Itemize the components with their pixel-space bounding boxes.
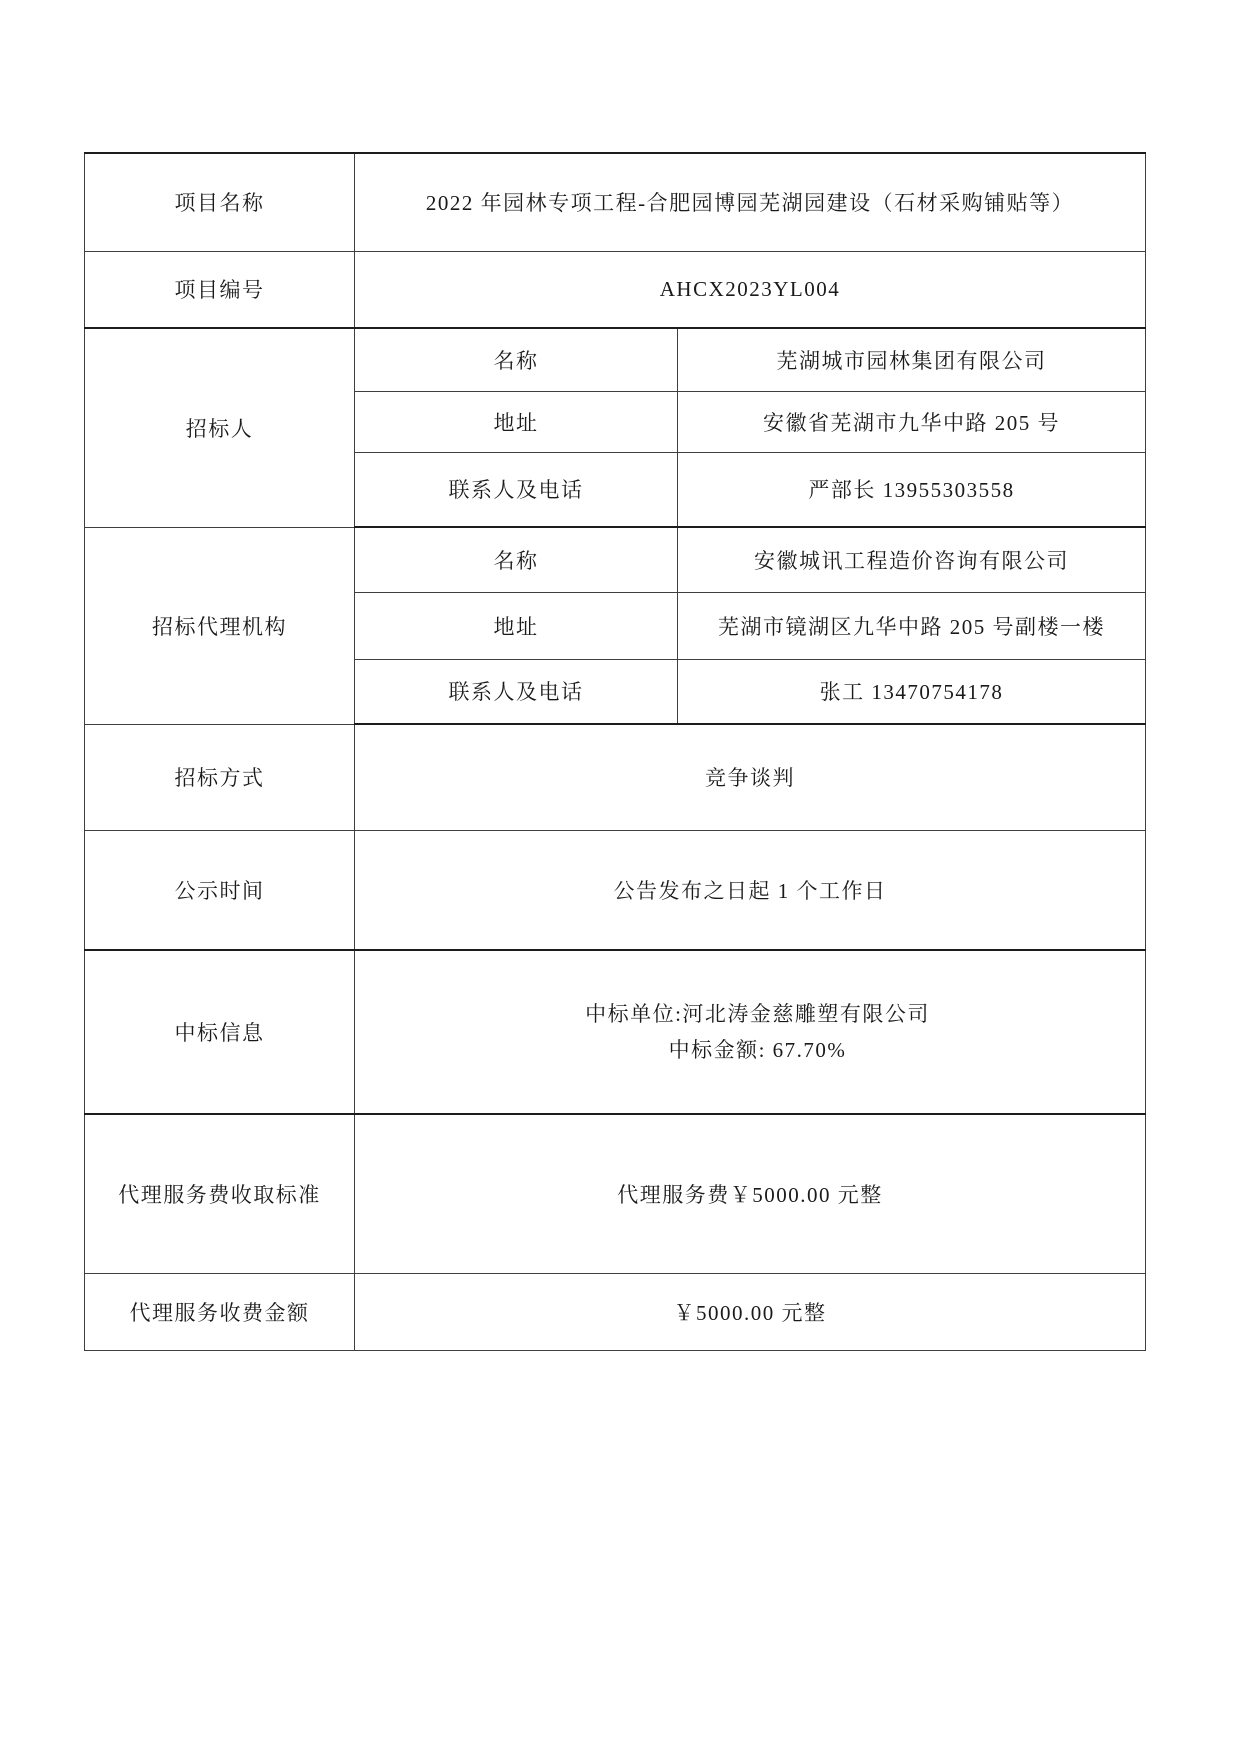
project-name-value: 2022 年园林专项工程-合肥园博园芜湖园建设（石材采购铺贴等） <box>355 153 1146 251</box>
row-agency-name <box>85 527 1146 592</box>
publicity-value: 公告发布之日起 1 个工作日 <box>355 830 1146 950</box>
project-no-label: 项目编号 <box>85 251 355 328</box>
tenderer-contact-label: 联系人及电话 <box>355 452 678 527</box>
award-label: 中标信息 <box>85 950 355 1114</box>
publicity-label: 公示时间 <box>85 830 355 950</box>
row-publicity <box>85 830 1146 950</box>
tenderer-address-value: 安徽省芜湖市九华中路 205 号 <box>678 391 1146 452</box>
row-method <box>85 724 1146 830</box>
award-value <box>355 950 1146 1114</box>
tenderer-address-label: 地址 <box>355 391 678 452</box>
tenderer-group-label: 招标人 <box>85 328 355 527</box>
agency-name-label: 名称 <box>355 527 678 592</box>
row-project-no <box>85 251 1146 328</box>
row-project-name <box>85 153 1146 251</box>
tenderer-name-value: 芜湖城市园林集团有限公司 <box>678 328 1146 391</box>
agency-name-value: 安徽城讯工程造价咨询有限公司 <box>678 527 1146 592</box>
agency-group-label: 招标代理机构 <box>85 527 355 724</box>
method-label: 招标方式 <box>85 724 355 830</box>
tenderer-contact-value: 严部长 13955303558 <box>678 452 1146 527</box>
method-value: 竞争谈判 <box>355 724 1146 830</box>
agency-contact-label: 联系人及电话 <box>355 659 678 724</box>
project-name-label: 项目名称 <box>85 153 355 251</box>
row-award <box>85 950 1146 1114</box>
award-amount-line: 中标金额: 67.70% <box>668 1038 847 1062</box>
fee-standard-label: 代理服务费收取标准 <box>85 1114 355 1273</box>
row-tenderer-name <box>85 328 1146 391</box>
fee-amount-label: 代理服务收费金额 <box>85 1273 355 1350</box>
agency-address-label: 地址 <box>355 592 678 659</box>
row-fee-standard <box>85 1114 1146 1273</box>
project-no-value: AHCX2023YL004 <box>355 251 1146 328</box>
agency-address-value: 芜湖市镜湖区九华中路 205 号副楼一楼 <box>678 592 1146 659</box>
row-fee-amount <box>85 1273 1146 1350</box>
fee-standard-value: 代理服务费￥5000.00 元整 <box>355 1114 1146 1273</box>
announcement-table <box>84 152 1146 1351</box>
award-winner-line: 中标单位:河北涛金慈雕塑有限公司 <box>585 1002 930 1026</box>
tenderer-name-label: 名称 <box>355 328 678 391</box>
agency-contact-value: 张工 13470754178 <box>678 659 1146 724</box>
fee-amount-value: ￥5000.00 元整 <box>355 1273 1146 1350</box>
